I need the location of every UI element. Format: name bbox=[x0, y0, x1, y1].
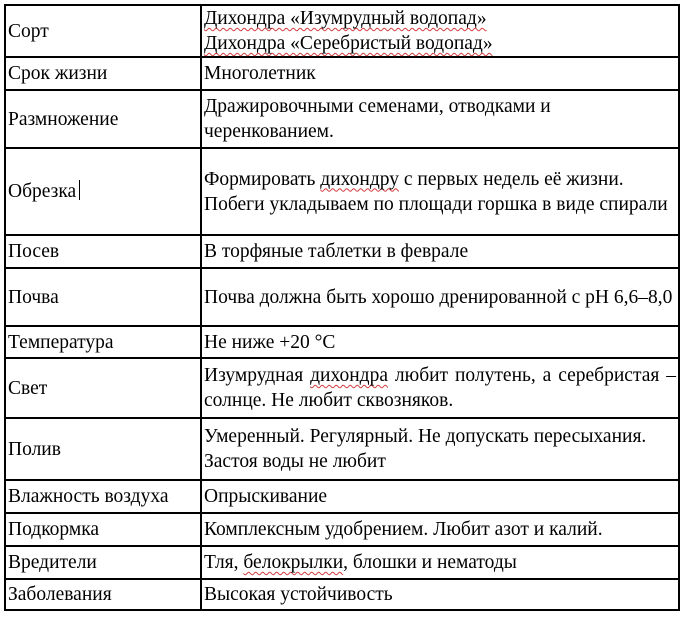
variety-1: Дихондра «Изумрудный водопад» bbox=[204, 8, 487, 29]
row-label-watering: Полив bbox=[5, 418, 201, 480]
table-row bbox=[5, 546, 679, 579]
table-row bbox=[5, 235, 679, 268]
row-label-pruning-text: Обрезка bbox=[8, 181, 77, 202]
row-value-diseases: Высокая устойчивость bbox=[201, 579, 679, 610]
row-label-lifespan: Срок жизни bbox=[5, 57, 201, 90]
row-value-pruning bbox=[201, 148, 679, 235]
row-value-variety bbox=[201, 5, 679, 57]
row-label-pests: Вредители bbox=[5, 546, 201, 579]
row-value-sowing: В торфяные таблетки в феврале bbox=[201, 235, 679, 268]
row-value-propagation: Дражировочными семенами, отводками и черенкованием. bbox=[201, 90, 679, 148]
table-row bbox=[5, 480, 679, 513]
row-value-feeding: Комплексным удобрением. Любит азот и калий. bbox=[201, 513, 679, 546]
table-row bbox=[5, 57, 679, 90]
pests-text-b: , блошки и нематоды bbox=[343, 552, 517, 573]
table-row bbox=[5, 5, 679, 57]
row-label-feeding: Подкормка bbox=[5, 513, 201, 546]
row-label-soil: Почва bbox=[5, 268, 201, 326]
row-label-humidity: Влажность воздуха bbox=[5, 480, 201, 513]
row-label-variety: Сорт bbox=[5, 5, 201, 57]
row-label-light: Свет bbox=[5, 358, 201, 418]
pruning-text-a: Формировать bbox=[204, 168, 321, 190]
table-row bbox=[5, 268, 679, 326]
row-label-propagation: Размножение bbox=[5, 90, 201, 148]
table-row bbox=[5, 579, 679, 610]
table-row bbox=[5, 148, 679, 235]
table-row bbox=[5, 513, 679, 546]
row-value-watering: Умеренный. Регулярный. Не допускать пересыхания. Застоя воды не любит bbox=[201, 418, 679, 480]
row-label-pruning bbox=[5, 148, 201, 235]
light-text-b: любит полутень, а серебристая – солнце. Не любит сквозняков. bbox=[204, 365, 676, 411]
light-text-misspelled: дихондра bbox=[310, 365, 388, 386]
table-row bbox=[5, 418, 679, 480]
pruning-text-b: с первых недель её жизни. Побеги укладываем по площади горшка в виде спирали bbox=[204, 168, 668, 215]
row-value-soil: Почва должна быть хорошо дренированной с pH 6,6–8,0 bbox=[201, 268, 679, 326]
table-row bbox=[5, 358, 679, 418]
row-value-pests bbox=[201, 546, 679, 579]
variety-2: Дихондра «Серебристый водопад» bbox=[204, 33, 493, 54]
light-text-a: Изумрудная bbox=[204, 365, 311, 386]
table-row bbox=[5, 90, 679, 148]
row-value-lifespan: Многолетник bbox=[201, 57, 679, 90]
pruning-text-misspelled: дихондру bbox=[320, 168, 399, 190]
table-row bbox=[5, 326, 679, 358]
row-value-humidity: Опрыскивание bbox=[201, 480, 679, 513]
pests-text-a: Тля, bbox=[204, 552, 244, 573]
row-label-diseases: Заболевания bbox=[5, 579, 201, 610]
row-value-temperature: Не ниже +20 °C bbox=[201, 326, 679, 358]
text-cursor bbox=[79, 180, 80, 200]
plant-care-table bbox=[4, 4, 680, 611]
row-label-sowing: Посев bbox=[5, 235, 201, 268]
row-value-light bbox=[201, 358, 679, 418]
row-label-temperature: Температура bbox=[5, 326, 201, 358]
pests-text-misspelled: белокрылки bbox=[243, 552, 344, 573]
